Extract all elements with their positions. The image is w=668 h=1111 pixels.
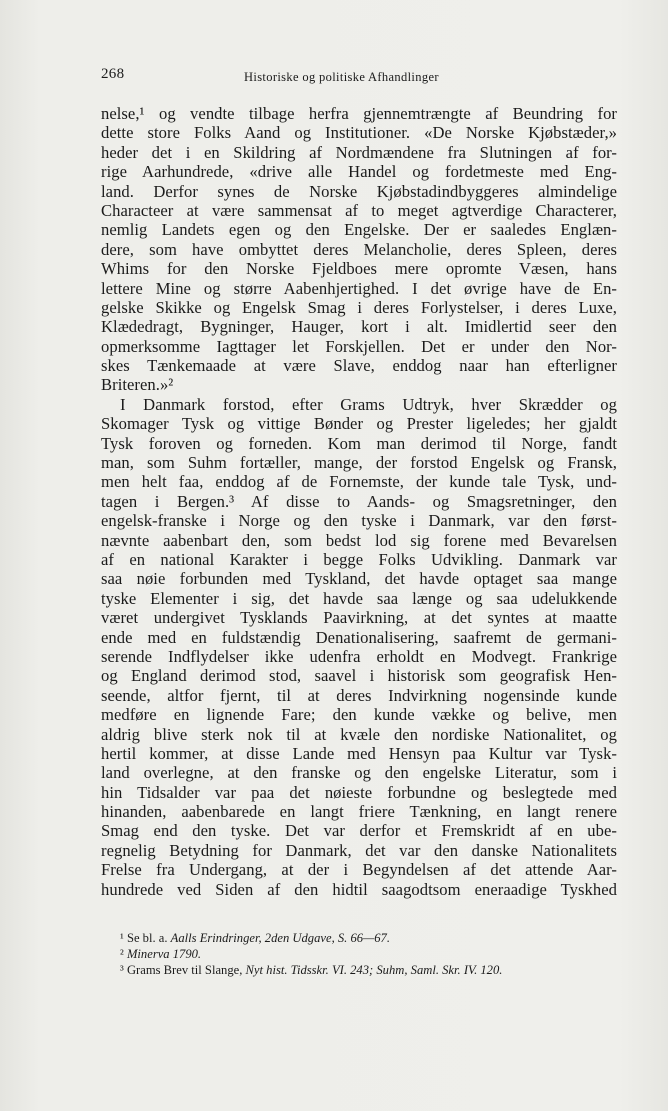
text-line: nævnte aabenbart den, som bedst lod sig forene med Bevarelsen [101,530,617,550]
footnote-1 [101,930,617,946]
text-line: nemlig Landets egen og den Engelske. Der er saaledes Englæn- [101,220,617,240]
text-line: aldrig blive sterk nok til at kvæle den nordiske Nationalitet, og [101,724,617,744]
text-line: tagen i Bergen.³ Af disse to Aands- og Smagsretninger, den [101,491,617,511]
footnote-marker: ³ [120,963,124,977]
text-line: man, som Suhm fortæller, mange, der forstod Engelsk og Fransk, [101,453,617,473]
text-line: rige Aarhundrede, «drive alle Handel og fordetmeste med Eng- [101,162,617,182]
body-text [101,104,617,899]
footnote-3 [101,962,617,978]
text-line: hin Tidsalder var paa det nøieste forbundne og beslegtede med [101,782,617,802]
text-line: gelske Skikke og Engelsk Smag i deres Forlystelser, i deres Luxe, [101,297,617,317]
text-line: saa nøie forbunden med Tyskland, det havde optaget saa mange [101,569,617,589]
running-title: Historiske og politiske Afhandlinger [244,70,439,84]
text-line: dere, som have ombyttet deres Melancholie, deres Spleen, deres [101,239,617,259]
text-line: engelsk-franske i Norge og den tyske i Danmark, var den først- [101,511,617,531]
text-line: været undergivet Tysklands Paavirkning, at det syntes at maatte [101,608,617,628]
text-line: af en national Karakter i begge Folks Udvikling. Danmark var [101,549,617,569]
page-number: 268 [101,66,125,82]
text-line: Whims for den Norske Fjeldboes mere opromte Væsen, hans [101,259,617,279]
footnote-marker: ² [120,947,124,961]
text-line: og England derimod stod, saavel i historisk som geografisk Hen- [101,666,617,686]
text-line: Smag end den tyske. Det var derfor et Fremskridt af en ube- [101,821,617,841]
footnote-citation: Minerva 1790. [126,947,202,961]
text-line: Klædedragt, Bygninger, Hauger, kort i alt. Imidlertid seer den [101,317,617,337]
footnote-citation: Aalls Erindringer, 2den Udgave, S. 66—67. [170,931,390,945]
footnotes [101,930,617,978]
text-line: dette store Folks Aand og Institutioner. «De Norske Kjøbstæder,» [101,123,617,143]
text-line: land overlegne, at den franske og den engelske Literatur, som i [101,763,617,783]
text-line: heder det i en Skildring af Nordmændene fra Slutningen af for- [101,142,617,162]
text-line: seende, altfor fjernt, til at deres Indvirkning nogensinde kunde [101,685,617,705]
text-line: hinanden, aabenbarede en langt friere Tænkning, en langt renere [101,802,617,822]
text-line: land. Derfor synes de Norske Kjøbstadindbyggeres almindelige [101,181,617,201]
text-line: hertil kommer, at disse Lande med Hensyn paa Kultur var Tysk- [101,743,617,763]
text-line: serende Indflydelser ikke udenfra erholdt en Modvegt. Frankrige [101,646,617,666]
text-line: Characteer at være sammensat af to meget agtverdige Characterer, [101,200,617,220]
footnote-2 [101,946,617,962]
footnote-text: Se bl. a. [126,931,171,945]
footnote-citation: Nyt hist. Tidsskr. VI. 243; Suhm, Saml. Skr. IV. 120. [245,963,503,977]
text-line: Skomager Tysk og vittige Bønder og Prester ligeledes; her gjaldt [101,414,617,434]
text-line: opmerksomme Iagttager let Forskjellen. Det er under den Nor- [101,336,617,356]
footnote-marker: ¹ [120,931,124,945]
text-line: ende med en fuldstændig Denationalisering, saafremt de germani- [101,627,617,647]
text-line: nelse,¹ og vendte tilbage herfra gjennemtrængte af Beundring for [101,104,617,123]
text-line: Briteren.»² [101,375,174,395]
page-header [101,66,615,90]
text-line: medføre en lignende Fare; den kunde vække og belive, men [101,705,617,725]
text-line: hundrede ved Siden af den hidtil saagodtsom eneraadige Tyskhed [101,879,617,899]
text-line: tyske Elementer i sig, det havde saa længe og saa udelukkende [101,588,617,608]
text-line: skes Tænkemaade at være Slave, enddog naar han efterligner [101,356,617,376]
text-line: I Danmark forstod, efter Grams Udtryk, hver Skrædder og [120,394,617,414]
text-line: lettere Mine og større Aabenhjertighed. I det øvrige have de En- [101,278,617,298]
text-line: Tysk foroven og forneden. Kom man derimod til Norge, fandt [101,433,617,453]
text-line: men helt faa, enddog af de Fornemste, der kunde tale Tysk, und- [101,472,617,492]
text-line: regnelig Betydning for Danmark, det var den danske Nationalitets [101,840,617,860]
text-line: Frelse fra Undergang, at der i Begyndelsen af det attende Aar- [101,860,617,880]
footnote-text: Grams Brev til Slange, [126,963,246,977]
